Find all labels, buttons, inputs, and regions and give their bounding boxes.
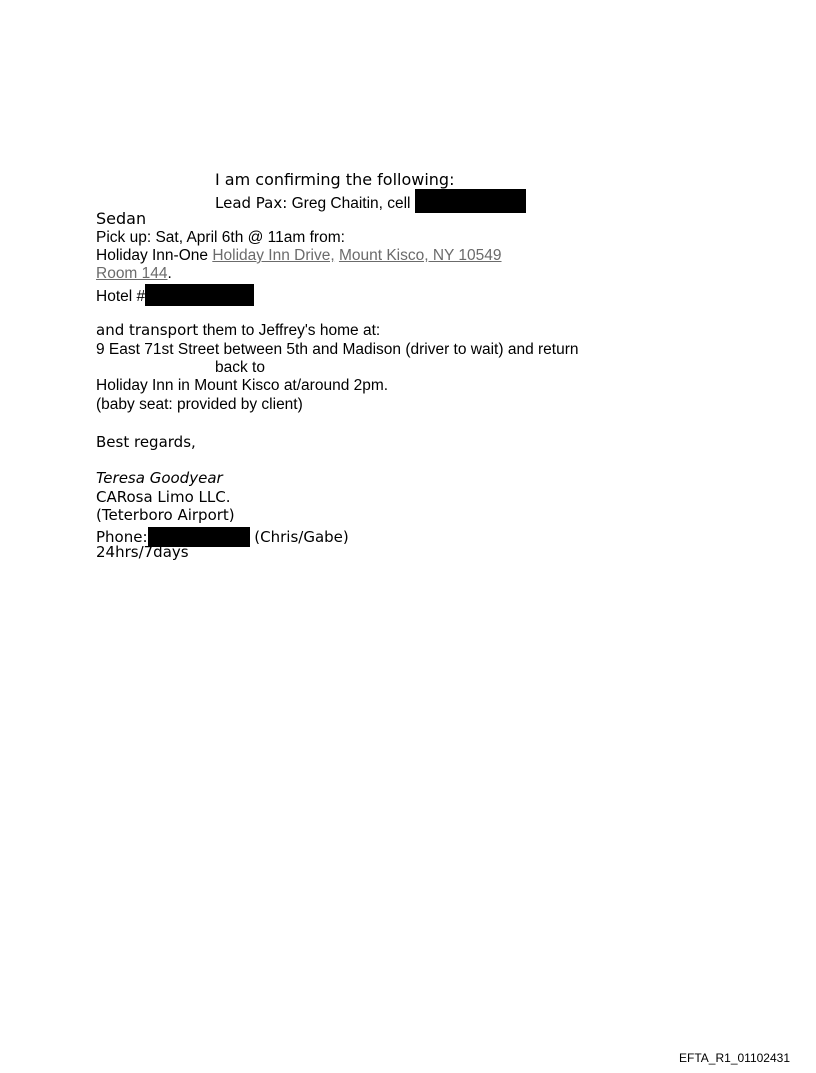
lead-pax-line bbox=[215, 189, 526, 213]
pickup-text: Pick up: Sat, April 6th @ 11am from: bbox=[96, 229, 345, 246]
closing-text: Best regards, bbox=[96, 433, 196, 451]
closing-line bbox=[96, 435, 196, 450]
lead-pax-value: Greg Chaitin, cell bbox=[287, 195, 415, 212]
confirm-text: I am confirming the following: bbox=[215, 170, 455, 189]
vehicle-type bbox=[96, 211, 146, 227]
return-text: Holiday Inn in Mount Kisco at/around 2pm. bbox=[96, 377, 389, 394]
transport-line bbox=[96, 323, 380, 339]
redaction-hotel-number bbox=[145, 284, 254, 306]
room-link[interactable]: Room 144 bbox=[96, 265, 168, 282]
company-name bbox=[96, 490, 230, 505]
destination-text: 9 East 71st Street between 5th and Madison (driver to wait) and return bbox=[96, 341, 579, 358]
confirm-line bbox=[215, 172, 454, 188]
hotel-address-line bbox=[96, 248, 502, 264]
room-line bbox=[96, 266, 172, 282]
back-to-text: back to bbox=[215, 359, 265, 376]
hotel-number-label: Hotel # bbox=[96, 288, 146, 305]
destination-line bbox=[96, 342, 578, 358]
company-location-text: (Teterboro Airport) bbox=[96, 506, 235, 524]
signature-name-text: Teresa Goodyear bbox=[96, 469, 223, 487]
hotel-city-link[interactable]: Mount Kisco, NY 10549 bbox=[338, 247, 502, 264]
return-line bbox=[96, 378, 388, 394]
document-id: EFTA_R1_01102431 bbox=[679, 1051, 790, 1065]
back-to-line bbox=[215, 360, 265, 376]
transport-lead: and transport bbox=[96, 321, 199, 339]
hotel-street-link[interactable]: Holiday Inn Drive, bbox=[212, 247, 335, 264]
company-text: CARosa Limo LLC. bbox=[96, 488, 231, 506]
baby-seat-line bbox=[96, 397, 303, 413]
pickup-line bbox=[96, 230, 345, 246]
availability-line bbox=[96, 545, 189, 560]
redaction-cell-number bbox=[415, 189, 526, 213]
hotel-prefix: Holiday Inn-One bbox=[96, 247, 213, 264]
hotel-number-line bbox=[96, 284, 254, 306]
lead-pax-label: Lead Pax: bbox=[215, 194, 288, 212]
phone-contacts: (Chris/Gabe) bbox=[249, 528, 349, 546]
transport-rest: them to Jeffrey's home at: bbox=[198, 322, 381, 339]
baby-seat-text: (baby seat: provided by client) bbox=[96, 396, 303, 413]
availability-text: 24hrs/7days bbox=[96, 543, 189, 561]
phone-label: Phone: bbox=[96, 528, 148, 546]
company-location bbox=[96, 508, 235, 523]
signature-name bbox=[96, 471, 223, 486]
vehicle-text: Sedan bbox=[96, 209, 147, 228]
room-suffix: . bbox=[167, 265, 172, 282]
